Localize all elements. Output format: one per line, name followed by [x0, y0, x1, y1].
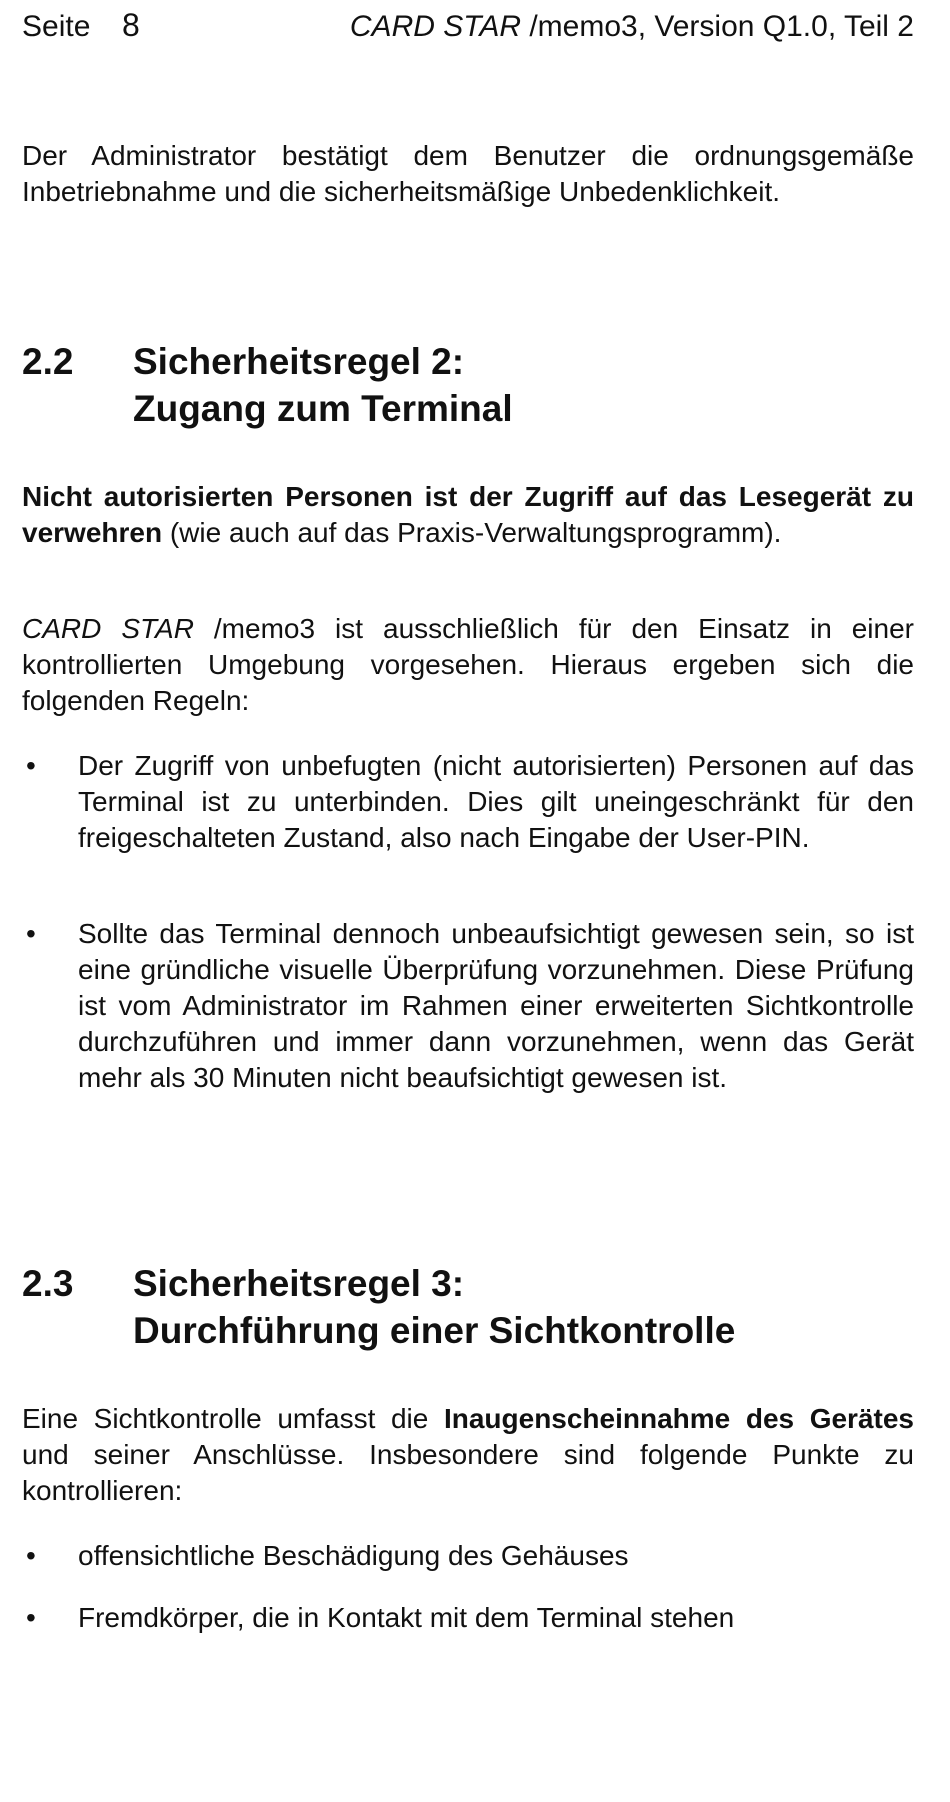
section-number: 2.3 — [22, 1263, 74, 1304]
section-title-line-2: Durchführung einer Sichtkontrolle — [133, 1310, 736, 1351]
section-title — [133, 1260, 735, 1354]
rule-2-lead-paragraph — [22, 479, 914, 551]
bullet-text: Der Zugriff von unbefugten (nicht autorisierten) Personen auf das Terminal ist zu unterbinden. Dies gilt uneingeschränkt für den freigeschalteten Zustand, also nach Eingabe der User-PIN. — [78, 750, 914, 853]
running-header — [22, 7, 914, 47]
rule-3-intro-bold: Inaugenscheinnahme des Gerätes — [443, 1403, 914, 1434]
context-product-name: CARD STAR — [22, 613, 194, 644]
section-number: 2.2 — [22, 341, 74, 382]
bullet-dot-icon: • — [26, 918, 36, 949]
rule-3-intro-start: Eine Sichtkontrolle umfasst die — [22, 1403, 444, 1434]
rule-3-intro-rest: und seiner Anschlüsse. Insbesondere sind folgende Punkte zu kontrollieren: — [22, 1439, 914, 1506]
header-product-name: CARD STAR — [349, 10, 522, 43]
rule-3-intro-paragraph — [22, 1401, 914, 1509]
header-seite-label: Seite — [22, 10, 91, 43]
bullet-dot-icon: • — [26, 1602, 36, 1633]
header-document-title — [350, 7, 914, 47]
bullet-text: Sollte das Terminal dennoch unbeaufsichtigt gewesen sein, so ist eine gründliche visuelle Überprüfung vorzunehmen. Diese Prüfung ist vom Administrator im Rahmen einer erweiterten Sichtkontrolle durchzuführen und immer dann vorzunehmen, wenn das Gerät mehr als 30 Minuten nicht beaufsichtigt gewesen ist. — [78, 918, 914, 1093]
bullet-text: offensichtliche Beschädigung des Gehäuses — [78, 1540, 629, 1571]
bullet-dot-icon: • — [26, 750, 36, 781]
intro-paragraph: Der Administrator bestätigt dem Benutzer die ordnungsgemäße Inbetriebnahme und die sicherheitsmäßige Unbedenklichkeit. — [22, 140, 914, 207]
rule-2-context-paragraph — [22, 611, 914, 719]
rule-2-lead-bold: Nicht autorisierten Personen ist der Zugriff auf das Lesegerät zu verwehren — [22, 481, 914, 548]
section-title-line-2: Zugang zum Terminal — [133, 388, 513, 429]
section-title-line-1: Sicherheitsregel 3: — [133, 1263, 465, 1304]
header-page-number: 8 — [122, 7, 140, 43]
section-title — [133, 338, 513, 432]
bullet-text: Fremdkörper, die in Kontakt mit dem Terminal stehen — [78, 1602, 735, 1633]
header-product-version: /memo3, Version Q1.0, Teil 2 — [521, 10, 914, 43]
context-text: /memo3 ist ausschließlich für den Einsatz in einer kontrollierten Umgebung vorgesehen. Hieraus ergeben sich die folgenden Regeln: — [22, 613, 914, 716]
bullet-dot-icon: • — [26, 1540, 36, 1571]
rule-2-lead-rest: (wie auch auf das Praxis-Verwaltungsprogramm). — [162, 517, 782, 548]
section-title-line-1: Sicherheitsregel 2: — [133, 341, 465, 382]
